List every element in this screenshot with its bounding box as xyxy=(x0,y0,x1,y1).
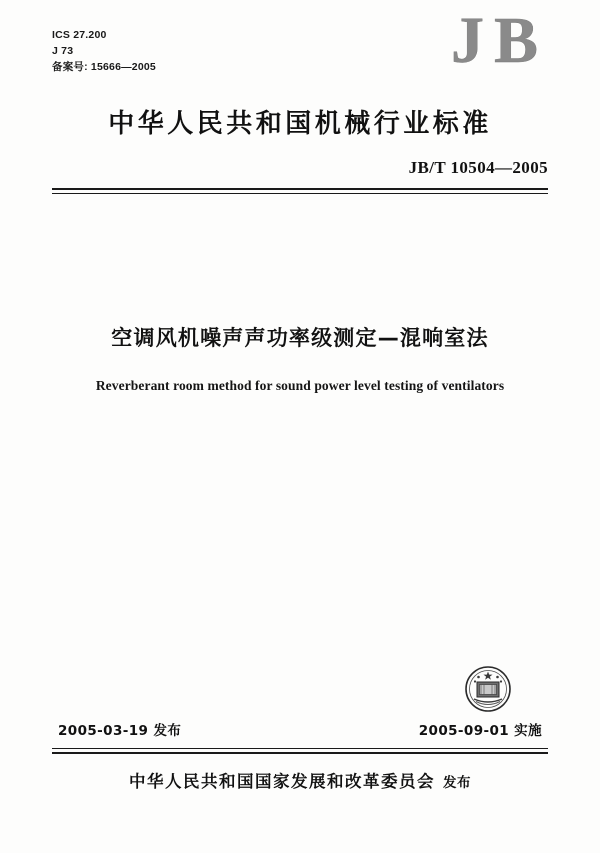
subject-title-english: Reverberant room method for sound power level testing of ventilators xyxy=(95,378,505,393)
effective-date: 2005-09-01 实施 xyxy=(418,723,542,739)
record-number: 备案号: 15666—2005 xyxy=(52,60,156,73)
divider-bottom xyxy=(52,748,548,754)
metadata-block xyxy=(52,28,156,75)
publisher-line xyxy=(0,768,600,792)
issue-date: 2005-03-19 发布 xyxy=(58,723,182,739)
jb-logo: JB xyxy=(450,4,548,77)
national-emblem-icon xyxy=(464,665,512,713)
classification-code: J 73 xyxy=(52,44,74,57)
publisher-name: 中华人民共和国国家发展和改革委员会 xyxy=(129,772,435,791)
standard-series-title: 中华人民共和国机械行业标准 xyxy=(108,109,492,139)
subject-title-chinese: 空调风机噪声声功率级测定—混响室法 xyxy=(111,326,489,350)
divider-top xyxy=(52,188,548,194)
ics-code: ICS 27.200 xyxy=(52,29,107,41)
publisher-verb: 发布 xyxy=(443,775,471,791)
standard-number: JB/T 10504—2005 xyxy=(408,158,548,177)
